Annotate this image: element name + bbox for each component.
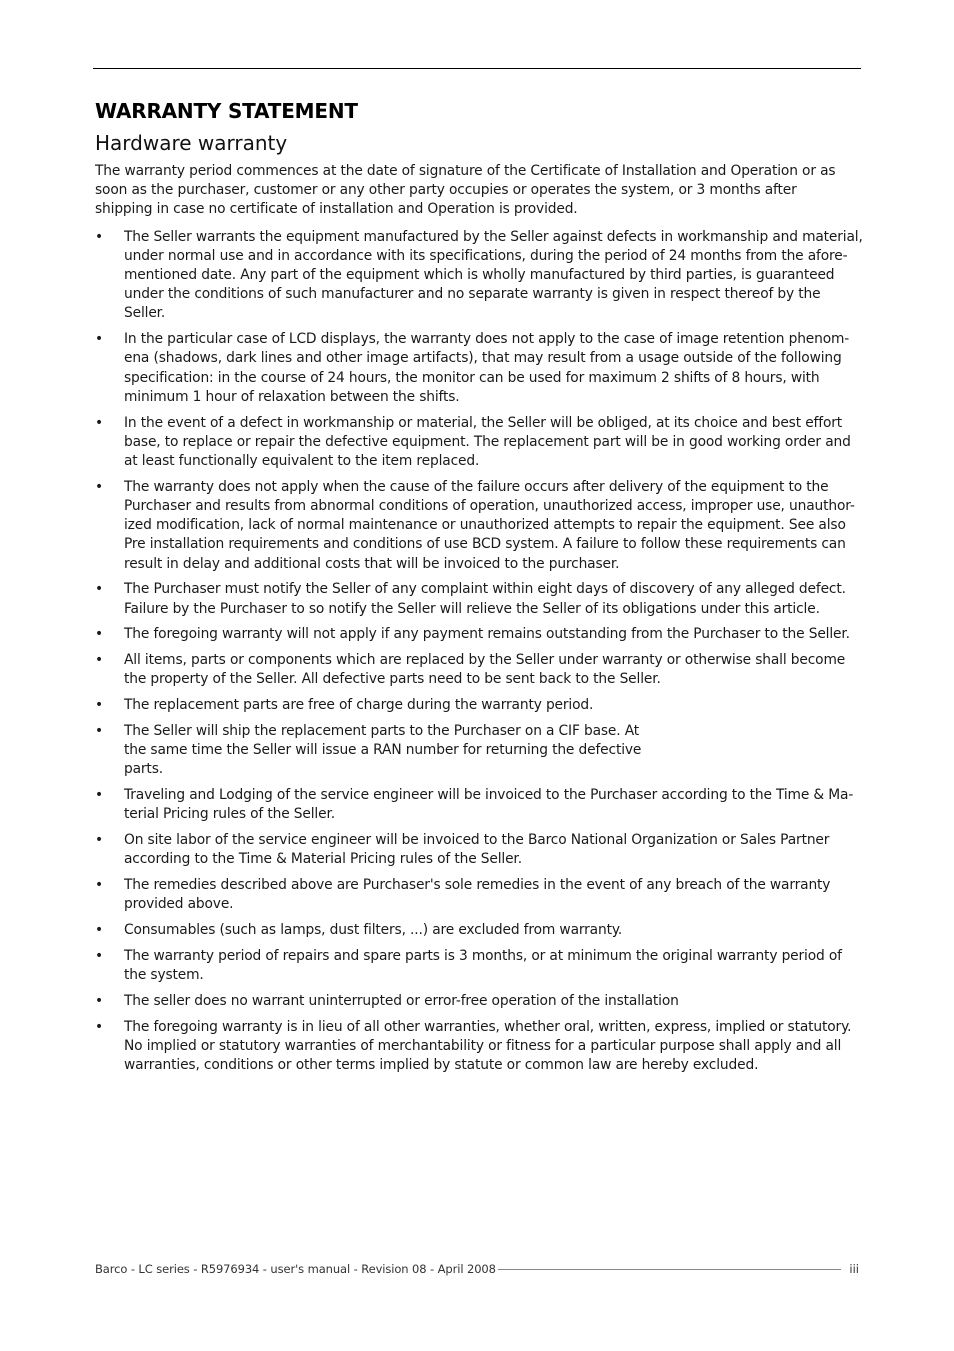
list-item-text: The remedies described above are Purchaser's sole remedies in the event of any breach of the warranty provided above. (124, 877, 831, 913)
list-item-text: All items, parts or components which are replaced by the Seller under warranty or otherwise shall become the property of the Seller. All defective parts need to be sent back to the Seller. (124, 652, 846, 688)
list-item-text: The warranty does not apply when the cause of the failure occurs after delivery of the equipment to the Purchaser and results from abnormal conditions of operation, unauthorized access, improper use, unauthor-ized modification, lack of normal maintenance or unauthorized attempts to repair the equipment. See also Pre installation requirements and conditions of use BCD system. A failure to follow these requirements can result in delay and additional costs that will be invoiced to the purchaser. (124, 478, 855, 572)
list-item-text: The foregoing warranty will not apply if any payment remains outstanding from the Purchaser to the Seller. (124, 626, 850, 643)
page-content (95, 98, 861, 1082)
list-item (95, 625, 864, 644)
bullet-icon: • (95, 331, 103, 348)
bullet-icon: • (95, 652, 103, 669)
list-item (95, 947, 864, 985)
list-item-text: Consumables (such as lamps, dust filters, ...) are excluded from warranty. (124, 922, 623, 939)
footer-rule (498, 1269, 842, 1270)
page-number: iii (849, 1262, 859, 1276)
list-item-text: The warranty period of repairs and spare parts is 3 months, or at minimum the original warranty period of the system. (124, 948, 842, 984)
page-title: WARRANTY STATEMENT (95, 99, 358, 123)
section-heading: Hardware warranty (95, 131, 288, 155)
list-item (95, 921, 864, 940)
list-item (95, 992, 864, 1011)
footer-text: Barco - LC series - R5976934 - user's manual - Revision 08 - April 2008 (95, 1262, 496, 1276)
bullet-icon: • (95, 697, 103, 714)
list-item-text: The Seller warrants the equipment manufactured by the Seller against defects in workmanship and material, under normal use and in accordance with its specifications, during the period of 24 months from the afore-mentioned date. Any part of the equipment which is wholly manufactured by third parties, is guaranteed under the conditions of such manufacturer and no separate warranty is given in respect thereof by the Seller. (124, 228, 863, 322)
bullet-icon: • (95, 723, 103, 740)
bullet-icon: • (95, 626, 103, 643)
list-item (95, 330, 864, 407)
list-item (95, 722, 644, 780)
bullet-icon: • (95, 832, 103, 849)
bullet-icon: • (95, 581, 103, 598)
list-item (95, 478, 864, 574)
list-item (95, 1018, 864, 1076)
bullet-icon: • (95, 414, 103, 431)
bullet-icon: • (95, 993, 103, 1010)
bullet-icon: • (95, 922, 103, 939)
bullet-icon: • (95, 948, 103, 965)
bullet-icon: • (95, 877, 103, 894)
list-item-text: In the event of a defect in workmanship or material, the Seller will be obliged, at its choice and best effort base, to replace or repair the defective equipment. The replacement part will be in good working order and at least functionally equivalent to the item replaced. (124, 414, 851, 470)
intro-paragraph: The warranty period commences at the date of signature of the Certificate of Installation and Operation or as soon as the purchaser, customer or any other party occupies or operates the system, or 3 months after shipping in case no certificate of installation and Operation is provided. (95, 163, 836, 218)
list-item (95, 651, 864, 689)
list-item (95, 831, 864, 869)
list-item-text: The Purchaser must notify the Seller of any complaint within eight days of discovery of any alleged defect. Failure by the Purchaser to so notify the Seller will relieve the Seller of its obligations under this article. (124, 581, 846, 617)
list-item-text: On site labor of the service engineer will be invoiced to the Barco National Organization or Sales Partner according to the Time & Material Pricing rules of the Seller. (124, 832, 830, 868)
list-item (95, 228, 864, 324)
list-item-text: In the particular case of LCD displays, the warranty does not apply to the case of image retention phenom-ena (shadows, dark lines and other image artifacts), that may result from a usage outside of the following specification: in the course of 24 hours, the monitor can be used for maximum 2 shifts of 8 hours, with minimum 1 hour of relaxation between the shifts. (124, 331, 850, 405)
bullet-icon: • (95, 228, 103, 245)
bullet-icon: • (95, 787, 103, 804)
bullet-icon: • (95, 478, 103, 495)
list-item-text: Traveling and Lodging of the service engineer will be invoiced to the Purchaser according to the Time & Ma-terial Pricing rules of the Seller. (124, 787, 854, 823)
page-footer (95, 1260, 859, 1278)
list-item-text: The Seller will ship the replacement parts to the Purchaser on a CIF base. At the same time the Seller will issue a RAN number for returning the defective parts. (124, 723, 642, 778)
list-item (95, 876, 864, 914)
header-rule (93, 68, 861, 69)
warranty-terms-list (95, 228, 861, 1076)
list-item (95, 414, 864, 472)
list-item (95, 786, 864, 824)
list-item-text: The seller does no warrant uninterrupted or error-free operation of the installation (124, 993, 679, 1010)
list-item (95, 696, 864, 715)
list-item-text: The replacement parts are free of charge during the warranty period. (124, 697, 594, 714)
list-item (95, 580, 864, 618)
list-item-text: The foregoing warranty is in lieu of all other warranties, whether oral, written, express, implied or statutory. No implied or statutory warranties of merchantability or fitness for a particular purpose shall apply and all warranties, conditions or other terms implied by statute or common law are hereby excluded. (124, 1018, 852, 1074)
bullet-icon: • (95, 1018, 103, 1035)
